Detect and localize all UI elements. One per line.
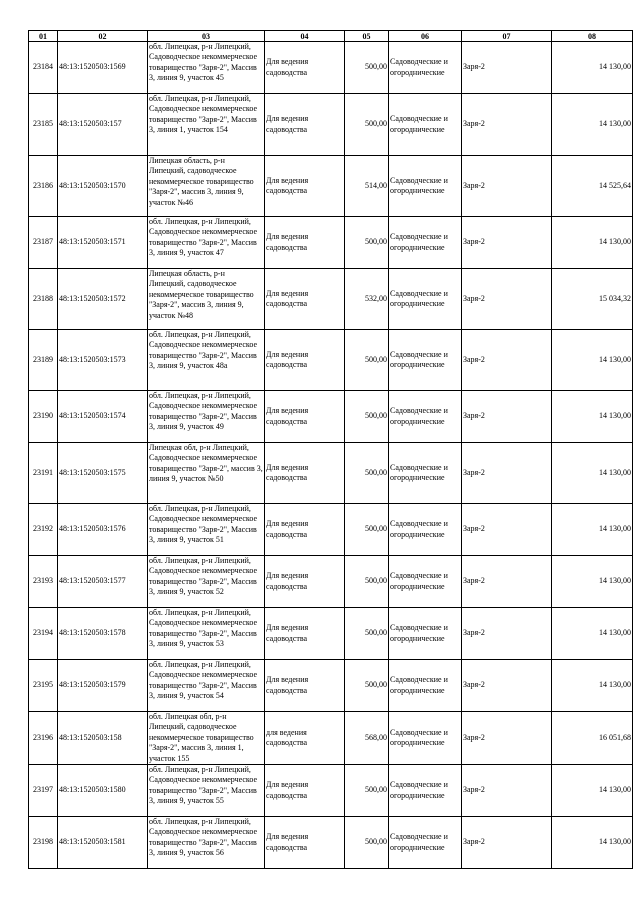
cadastral-value: 14 130,00 bbox=[599, 837, 631, 847]
cadastral-zone: Заря-2 bbox=[463, 785, 485, 795]
address-cell bbox=[148, 556, 265, 608]
row-number: 23196 bbox=[33, 732, 53, 742]
address: обл. Липецкая, р-н Липецкий, Садоводческое некоммерческое товарищество "Заря-2", Массив 3, линия 9, участок 54 bbox=[149, 660, 258, 701]
row-number-cell bbox=[29, 269, 58, 330]
cadastral-number-cell bbox=[58, 42, 148, 94]
area-value: 532,00 bbox=[365, 293, 387, 303]
cadastral-zone-cell bbox=[462, 391, 552, 443]
cadastral-zone: Заря-2 bbox=[463, 732, 485, 742]
row-number-cell bbox=[29, 504, 58, 556]
land-category-cell bbox=[389, 817, 462, 869]
table-row bbox=[29, 765, 633, 817]
address: Липецкая область, р-н Липецкий, садоводческое некоммерческое товарищество "Заря-2", массив 3, линия 9, участок №46 bbox=[149, 156, 254, 207]
area-value-cell bbox=[345, 504, 389, 556]
cadastral-number: 48:13:1520503:157 bbox=[59, 119, 122, 129]
cadastral-value-cell bbox=[552, 217, 633, 269]
land-category-cell bbox=[389, 42, 462, 94]
cadastral-number: 48:13:1520503:1571 bbox=[59, 237, 126, 247]
land-category-cell bbox=[389, 330, 462, 391]
permitted-use: Для ведения садоводства bbox=[266, 406, 309, 426]
table-row bbox=[29, 817, 633, 869]
address-cell bbox=[148, 330, 265, 391]
address-cell bbox=[148, 42, 265, 94]
permitted-use: для ведения садоводства bbox=[266, 727, 308, 748]
permitted-use-cell bbox=[265, 443, 345, 504]
address-cell bbox=[148, 817, 265, 869]
cadastral-value-cell bbox=[552, 94, 633, 156]
cadastral-value: 16 051,68 bbox=[599, 732, 631, 742]
cadastral-value-cell bbox=[552, 504, 633, 556]
row-number: 23193 bbox=[33, 576, 53, 586]
cadastral-value: 14 525,64 bbox=[599, 180, 631, 190]
address-cell bbox=[148, 269, 265, 330]
permitted-use: Для ведения садоводства bbox=[266, 462, 309, 482]
cadastral-value: 14 130,00 bbox=[599, 680, 631, 690]
area-value-cell bbox=[345, 217, 389, 269]
column-header: 08 bbox=[552, 31, 633, 42]
cadastral-number-cell bbox=[58, 391, 148, 443]
address: обл. Липецкая, р-н Липецкий, Садоводческое некоммерческое товарищество "Заря-2", Массив 3, линия 9, участок 52 bbox=[149, 556, 258, 597]
land-category: Садоводческие и огороднические bbox=[390, 675, 448, 695]
table-row bbox=[29, 217, 633, 269]
cadastral-value: 14 130,00 bbox=[599, 785, 631, 795]
land-category: Садоводческие и огороднические bbox=[390, 349, 448, 369]
address: обл. Липецкая, р-н Липецкий, Садоводческое некоммерческое товарищество "Заря-2", Массив 3, линия 9, участок 49 bbox=[149, 391, 258, 432]
row-number: 23192 bbox=[33, 524, 53, 534]
address-cell bbox=[148, 660, 265, 712]
area-value: 568,00 bbox=[365, 732, 387, 742]
cadastral-value: 14 130,00 bbox=[599, 628, 631, 638]
area-value-cell bbox=[345, 817, 389, 869]
land-category-cell bbox=[389, 504, 462, 556]
cadastral-value: 14 130,00 bbox=[599, 62, 631, 72]
row-number-cell bbox=[29, 556, 58, 608]
permitted-use-cell bbox=[265, 765, 345, 817]
row-number-cell bbox=[29, 94, 58, 156]
column-header: 02 bbox=[58, 31, 148, 42]
permitted-use: Для ведения садоводства bbox=[266, 780, 309, 800]
row-number-cell bbox=[29, 391, 58, 443]
column-header: 04 bbox=[265, 31, 345, 42]
table-row bbox=[29, 443, 633, 504]
cadastral-number: 48:13:1520503:1570 bbox=[59, 180, 126, 190]
area-value: 500,00 bbox=[365, 576, 387, 586]
column-header: 05 bbox=[345, 31, 389, 42]
cadastral-value-cell bbox=[552, 817, 633, 869]
permitted-use-cell bbox=[265, 556, 345, 608]
cadastral-number-cell bbox=[58, 94, 148, 156]
address: обл. Липецкая, р-н Липецкий, Садоводческое некоммерческое товарищество "Заря-2", Массив 3, линия 9, участок 51 bbox=[149, 504, 258, 545]
land-category: Садоводческие и огороднические bbox=[390, 519, 448, 539]
cadastral-value: 14 130,00 bbox=[599, 411, 631, 421]
row-number: 23197 bbox=[33, 785, 53, 795]
table-row bbox=[29, 556, 633, 608]
cadastral-number: 48:13:1520503:1578 bbox=[59, 628, 126, 638]
cadastral-zone: Заря-2 bbox=[463, 628, 485, 638]
row-number: 23185 bbox=[33, 119, 53, 129]
cadastral-zone: Заря-2 bbox=[463, 293, 485, 303]
land-category-cell bbox=[389, 217, 462, 269]
row-number-cell bbox=[29, 217, 58, 269]
row-number: 23194 bbox=[33, 628, 53, 638]
row-number: 23190 bbox=[33, 411, 53, 421]
row-number: 23198 bbox=[33, 837, 53, 847]
cadastral-value-cell bbox=[552, 156, 633, 217]
land-category-cell bbox=[389, 94, 462, 156]
row-number: 23191 bbox=[33, 467, 53, 477]
document-page bbox=[28, 30, 633, 869]
permitted-use: Для ведения садоводства bbox=[266, 571, 309, 591]
area-value-cell bbox=[345, 660, 389, 712]
area-value: 500,00 bbox=[365, 680, 387, 690]
address-cell bbox=[148, 217, 265, 269]
area-value-cell bbox=[345, 765, 389, 817]
address: обл. Липецкая обл, р-н Липецкий, садоводческое некоммерческое товарищество "Заря-2", массив 3, линия 1, участок 155 bbox=[149, 712, 254, 763]
area-value: 500,00 bbox=[365, 524, 387, 534]
cadastral-number-cell bbox=[58, 817, 148, 869]
cadastral-value-cell bbox=[552, 712, 633, 765]
area-value-cell bbox=[345, 608, 389, 660]
cadastral-number: 48:13:1520503:1574 bbox=[59, 411, 126, 421]
land-category-cell bbox=[389, 391, 462, 443]
area-value-cell bbox=[345, 269, 389, 330]
land-category: Садоводческие и огороднические bbox=[390, 727, 448, 748]
cadastral-number-cell bbox=[58, 156, 148, 217]
area-value: 500,00 bbox=[365, 411, 387, 421]
cadastral-number-cell bbox=[58, 660, 148, 712]
land-category: Садоводческие и огороднические bbox=[390, 406, 448, 426]
address: обл. Липецкая, р-н Липецкий, Садоводческое некоммерческое товарищество "Заря-2", Массив 3, линия 9, участок 55 bbox=[149, 765, 258, 806]
area-value-cell bbox=[345, 712, 389, 765]
permitted-use-cell bbox=[265, 269, 345, 330]
cadastral-value-cell bbox=[552, 330, 633, 391]
cadastral-number-cell bbox=[58, 217, 148, 269]
land-category-cell bbox=[389, 443, 462, 504]
permitted-use: Для ведения садоводства bbox=[266, 175, 309, 195]
address-cell bbox=[148, 504, 265, 556]
cadastral-number: 48:13:1520503:1576 bbox=[59, 524, 126, 534]
row-number-cell bbox=[29, 42, 58, 94]
table-row bbox=[29, 608, 633, 660]
table-row bbox=[29, 391, 633, 443]
cadastral-zone-cell bbox=[462, 269, 552, 330]
cadastral-zone: Заря-2 bbox=[463, 524, 485, 534]
address-cell bbox=[148, 94, 265, 156]
address-cell bbox=[148, 765, 265, 817]
cadastral-value-cell bbox=[552, 269, 633, 330]
cadastral-number: 48:13:1520503:1569 bbox=[59, 62, 126, 72]
cadastral-zone: Заря-2 bbox=[463, 411, 485, 421]
cadastral-number-cell bbox=[58, 443, 148, 504]
cadastral-value-cell bbox=[552, 608, 633, 660]
land-category-cell bbox=[389, 660, 462, 712]
cadastral-number: 48:13:1520503:1581 bbox=[59, 837, 126, 847]
cadastral-zone-cell bbox=[462, 660, 552, 712]
cadastral-zone-cell bbox=[462, 712, 552, 765]
row-number: 23186 bbox=[33, 180, 53, 190]
cadastral-value: 14 130,00 bbox=[599, 237, 631, 247]
cadastral-number-cell bbox=[58, 330, 148, 391]
permitted-use-cell bbox=[265, 330, 345, 391]
row-number-cell bbox=[29, 712, 58, 765]
permitted-use-cell bbox=[265, 217, 345, 269]
column-header: 07 bbox=[462, 31, 552, 42]
address-cell bbox=[148, 443, 265, 504]
area-value: 500,00 bbox=[365, 354, 387, 364]
land-category-cell bbox=[389, 608, 462, 660]
row-number: 23188 bbox=[33, 293, 53, 303]
table-row bbox=[29, 42, 633, 94]
header-row bbox=[29, 31, 633, 42]
cadastral-zone-cell bbox=[462, 504, 552, 556]
row-number-cell bbox=[29, 443, 58, 504]
address: Липецкая обл, р-н Липецкий, Садоводческое некоммерческое товарищество "Заря-2", массив 3, линия 9, участок №50 bbox=[149, 443, 263, 484]
row-number-cell bbox=[29, 330, 58, 391]
cadastral-number-cell bbox=[58, 269, 148, 330]
land-category: Садоводческие и огороднические bbox=[390, 571, 448, 591]
cadastral-value-cell bbox=[552, 391, 633, 443]
permitted-use: Для ведения садоводства bbox=[266, 519, 309, 539]
cadastral-number: 48:13:1520503:1580 bbox=[59, 785, 126, 795]
table-row bbox=[29, 330, 633, 391]
column-header: 03 bbox=[148, 31, 265, 42]
area-value: 500,00 bbox=[365, 467, 387, 477]
row-number-cell bbox=[29, 608, 58, 660]
land-category: Садоводческие и огороднические bbox=[390, 462, 448, 482]
table-row bbox=[29, 94, 633, 156]
cadastral-value: 14 130,00 bbox=[599, 119, 631, 129]
cadastral-zone: Заря-2 bbox=[463, 237, 485, 247]
cadastral-zone-cell bbox=[462, 556, 552, 608]
permitted-use: Для ведения садоводства bbox=[266, 288, 309, 308]
cadastral-zone-cell bbox=[462, 765, 552, 817]
permitted-use-cell bbox=[265, 504, 345, 556]
row-number: 23195 bbox=[33, 680, 53, 690]
cadastral-value-cell bbox=[552, 42, 633, 94]
permitted-use: Для ведения садоводства bbox=[266, 232, 309, 252]
row-number-cell bbox=[29, 660, 58, 712]
permitted-use-cell bbox=[265, 608, 345, 660]
address: обл. Липецкая, р-н Липецкий, Садоводческое некоммерческое товарищество "Заря-2", Массив 3, линия 1, участок 154 bbox=[149, 94, 258, 135]
area-value: 500,00 bbox=[365, 119, 387, 129]
land-category-cell bbox=[389, 156, 462, 217]
address-cell bbox=[148, 712, 265, 765]
permitted-use-cell bbox=[265, 817, 345, 869]
area-value-cell bbox=[345, 156, 389, 217]
land-category: Садоводческие и огороднические bbox=[390, 114, 448, 134]
cadastral-zone: Заря-2 bbox=[463, 62, 485, 72]
address: обл. Липецкая, р-н Липецкий, Садоводческое некоммерческое товарищество "Заря-2", Массив 3, линия 9, участок 48а bbox=[149, 330, 258, 371]
row-number: 23184 bbox=[33, 62, 53, 72]
cadastral-zone-cell bbox=[462, 608, 552, 660]
area-value: 514,00 bbox=[365, 180, 387, 190]
cadastral-number-cell bbox=[58, 765, 148, 817]
area-value: 500,00 bbox=[365, 62, 387, 72]
cadastral-number: 48:13:1520503:1579 bbox=[59, 680, 126, 690]
cadastral-zone-cell bbox=[462, 156, 552, 217]
cadastral-number-cell bbox=[58, 608, 148, 660]
cadastral-zone-cell bbox=[462, 217, 552, 269]
permitted-use-cell bbox=[265, 156, 345, 217]
cadastral-zone: Заря-2 bbox=[463, 680, 485, 690]
cadastral-number-cell bbox=[58, 712, 148, 765]
cadastral-value-cell bbox=[552, 660, 633, 712]
land-category: Садоводческие и огороднические bbox=[390, 832, 448, 852]
address-cell bbox=[148, 391, 265, 443]
permitted-use-cell bbox=[265, 42, 345, 94]
row-number: 23189 bbox=[33, 354, 53, 364]
cadastral-number: 48:13:1520503:1572 bbox=[59, 293, 126, 303]
row-number: 23187 bbox=[33, 237, 53, 247]
table-row bbox=[29, 504, 633, 556]
table-body bbox=[29, 42, 633, 869]
cadastral-value: 15 034,32 bbox=[599, 293, 631, 303]
area-value-cell bbox=[345, 94, 389, 156]
address: обл. Липецкая, р-н Липецкий, Садоводческое некоммерческое товарищество "Заря-2", Массив 3, линия 9, участок 47 bbox=[149, 217, 258, 258]
area-value-cell bbox=[345, 556, 389, 608]
column-header: 01 bbox=[29, 31, 58, 42]
address: обл. Липецкая, р-н Липецкий, Садоводческое некоммерческое товарищество "Заря-2", Массив 3, линия 9, участок 56 bbox=[149, 817, 258, 858]
address: Липецкая область, р-н Липецкий, садоводческое некоммерческое товарищество "Заря-2", массив 3, линия 9, участок №48 bbox=[149, 269, 254, 320]
cadastral-number-cell bbox=[58, 556, 148, 608]
permitted-use: Для ведения садоводства bbox=[266, 349, 309, 369]
land-category: Садоводческие и огороднические bbox=[390, 288, 448, 308]
address-cell bbox=[148, 156, 265, 217]
cadastral-number: 48:13:1520503:158 bbox=[59, 732, 122, 742]
land-category: Садоводческие и огороднические bbox=[390, 780, 448, 800]
table-row bbox=[29, 269, 633, 330]
permitted-use: Для ведения садоводства bbox=[266, 57, 309, 77]
land-category-cell bbox=[389, 765, 462, 817]
cadastral-zone: Заря-2 bbox=[463, 354, 485, 364]
permitted-use-cell bbox=[265, 660, 345, 712]
permitted-use: Для ведения садоводства bbox=[266, 675, 309, 695]
area-value-cell bbox=[345, 443, 389, 504]
cadastral-value: 14 130,00 bbox=[599, 354, 631, 364]
land-plots-table bbox=[28, 30, 633, 869]
cadastral-zone: Заря-2 bbox=[463, 837, 485, 847]
address: обл. Липецкая, р-н Липецкий, Садоводческое некоммерческое товарищество "Заря-2", Массив 3, линия 9, участок 53 bbox=[149, 608, 258, 649]
cadastral-zone-cell bbox=[462, 817, 552, 869]
cadastral-zone-cell bbox=[462, 42, 552, 94]
cadastral-value-cell bbox=[552, 556, 633, 608]
permitted-use: Для ведения садоводства bbox=[266, 623, 309, 643]
land-category: Садоводческие и огороднические bbox=[390, 623, 448, 643]
cadastral-number: 48:13:1520503:1577 bbox=[59, 576, 126, 586]
cadastral-zone-cell bbox=[462, 330, 552, 391]
cadastral-zone: Заря-2 bbox=[463, 180, 485, 190]
cadastral-number: 48:13:1520503:1573 bbox=[59, 354, 126, 364]
table-row bbox=[29, 660, 633, 712]
permitted-use: Для ведения садоводства bbox=[266, 832, 309, 852]
land-category: Садоводческие и огороднические bbox=[390, 175, 448, 195]
area-value: 500,00 bbox=[365, 837, 387, 847]
area-value: 500,00 bbox=[365, 785, 387, 795]
row-number-cell bbox=[29, 765, 58, 817]
table-row bbox=[29, 712, 633, 765]
land-category-cell bbox=[389, 556, 462, 608]
land-category: Садоводческие и огороднические bbox=[390, 57, 448, 77]
cadastral-value-cell bbox=[552, 443, 633, 504]
table-row bbox=[29, 156, 633, 217]
cadastral-number: 48:13:1520503:1575 bbox=[59, 467, 126, 477]
row-number-cell bbox=[29, 156, 58, 217]
permitted-use: Для ведения садоводства bbox=[266, 114, 309, 134]
column-header: 06 bbox=[389, 31, 462, 42]
cadastral-zone-cell bbox=[462, 443, 552, 504]
land-category-cell bbox=[389, 712, 462, 765]
cadastral-number-cell bbox=[58, 504, 148, 556]
land-category-cell bbox=[389, 269, 462, 330]
cadastral-value: 14 130,00 bbox=[599, 467, 631, 477]
address: обл. Липецкая, р-н Липецкий, Садоводческое некоммерческое товарищество "Заря-2", Массив 3, линия 9, участок 45 bbox=[149, 42, 258, 83]
cadastral-zone: Заря-2 bbox=[463, 119, 485, 129]
area-value-cell bbox=[345, 391, 389, 443]
area-value: 500,00 bbox=[365, 628, 387, 638]
cadastral-value: 14 130,00 bbox=[599, 524, 631, 534]
cadastral-value: 14 130,00 bbox=[599, 576, 631, 586]
cadastral-zone-cell bbox=[462, 94, 552, 156]
cadastral-value-cell bbox=[552, 765, 633, 817]
area-value-cell bbox=[345, 42, 389, 94]
address-cell bbox=[148, 608, 265, 660]
permitted-use-cell bbox=[265, 94, 345, 156]
area-value: 500,00 bbox=[365, 237, 387, 247]
cadastral-zone: Заря-2 bbox=[463, 467, 485, 477]
permitted-use-cell bbox=[265, 391, 345, 443]
row-number-cell bbox=[29, 817, 58, 869]
cadastral-zone: Заря-2 bbox=[463, 576, 485, 586]
permitted-use-cell bbox=[265, 712, 345, 765]
area-value-cell bbox=[345, 330, 389, 391]
land-category: Садоводческие и огороднические bbox=[390, 232, 448, 252]
